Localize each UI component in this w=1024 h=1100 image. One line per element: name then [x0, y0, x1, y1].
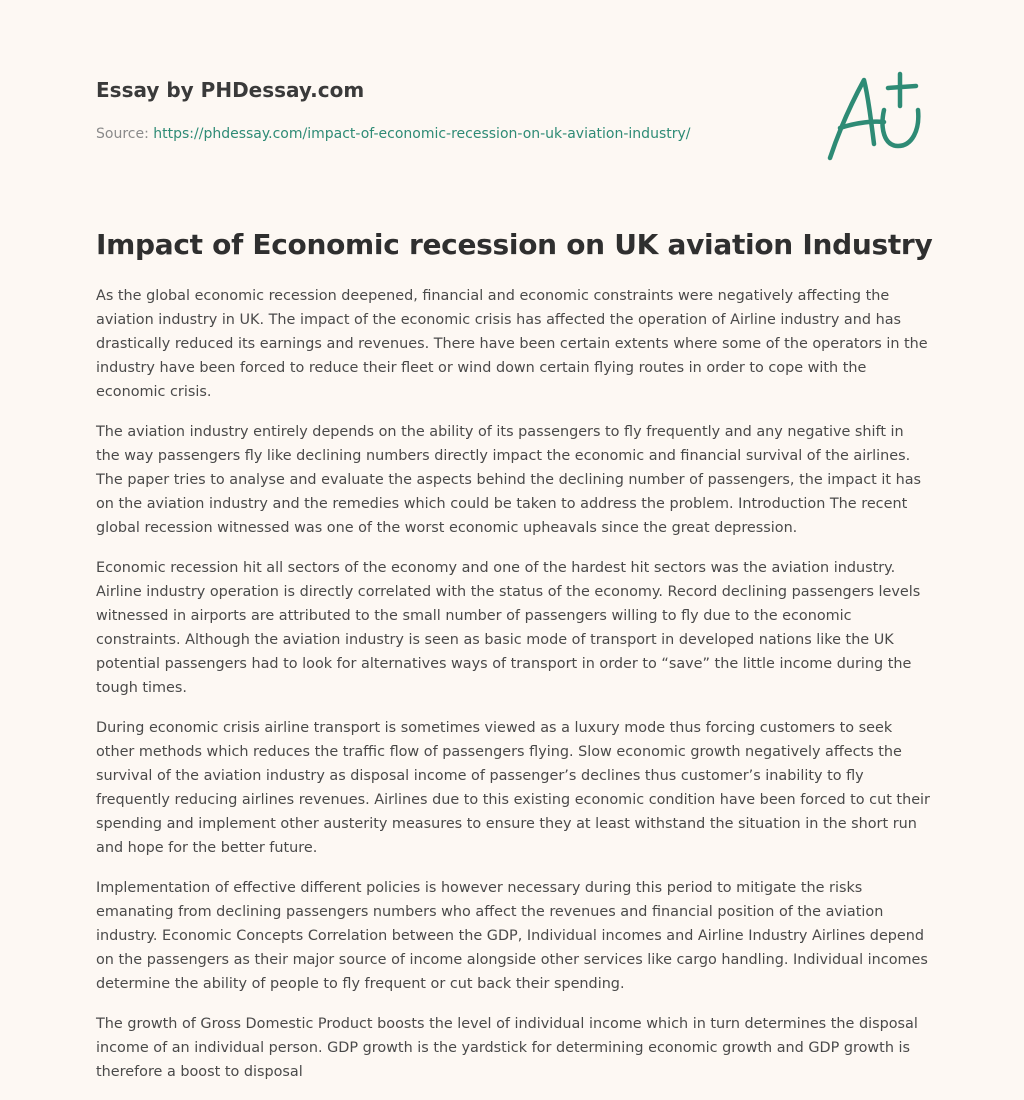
a-plus-logo-icon: [818, 66, 928, 166]
article-title: Impact of Economic recession on UK aviation Industry: [96, 228, 933, 261]
essay-header: [96, 74, 796, 144]
article-paragraph: The aviation industry entirely depends on the ability of its passengers to fly frequently and any negative shift in the way passengers fly like declining numbers directly impact the economic and financial survival of the airlines. The paper tries to analyse and evaluate the aspects behind the declining number of passengers, the impact it has on the aviation industry and the remedies which could be taken to address the problem. Introduction The recent global recession witnessed was one of the worst economic upheavals since the great depression.: [96, 424, 922, 536]
article-paragraph: Economic recession hit all sectors of the economy and one of the hardest hit sectors was the aviation industry. Airline industry operation is directly correlated with the status of the economy. Record declining passengers levels witnessed in airports are attributed to the small number of passengers willing to fly due to the economic constraints. Although the aviation industry is seen as basic mode of transport in developed nations like the UK potential passengers had to look for alternatives ways of transport in order to “save” the little income during the tough times.: [96, 560, 921, 696]
article-paragraph: As the global economic recession deepened, financial and economic constraints were negatively affecting the aviation industry in UK. The impact of the economic crisis has affected the operation of Airline industry and has drastically reduced its earnings and revenues. There have been certain extents where some of the operators in the industry have been forced to reduce their fleet or wind down certain flying routes in order to cope with the economic crisis.: [96, 288, 928, 400]
article-paragraph: During economic crisis airline transport is sometimes viewed as a luxury mode thus forcing customers to seek other methods which reduces the traffic flow of passengers flying. Slow economic growth negatively affects the survival of the aviation industry as disposal income of passenger’s declines thus customer’s inability to fly frequently reducing airlines revenues. Airlines due to this existing economic condition have been forced to cut their spending and implement other austerity measures to ensure they at least withstand the situation in the short run and hope for the better future.: [96, 720, 930, 856]
brand-title: Essay by PHDessay.com: [96, 78, 365, 102]
article-body: [96, 284, 930, 1100]
article-paragraph: The growth of Gross Domestic Product boosts the level of individual income which in turn determines the disposal income of an individual person. GDP growth is the yardstick for determining economic growth and GDP growth is therefore a boost to disposal: [96, 1016, 918, 1080]
source-label: Source:: [96, 126, 154, 142]
article-paragraph: Implementation of effective different policies is however necessary during this period to mitigate the risks emanating from declining passengers numbers who affect the revenues and financial position of the aviation industry. Economic Concepts Correlation between the GDP, Individual incomes and Airline Industry Airlines depend on the passengers as their major source of income alongside other services like cargo handling. Individual incomes determine the ability of people to fly frequent or cut back their spending.: [96, 880, 928, 992]
source-line: [96, 124, 796, 144]
source-link[interactable]: https://phdessay.com/impact-of-economic-recession-on-uk-aviation-industry/: [153, 126, 691, 142]
